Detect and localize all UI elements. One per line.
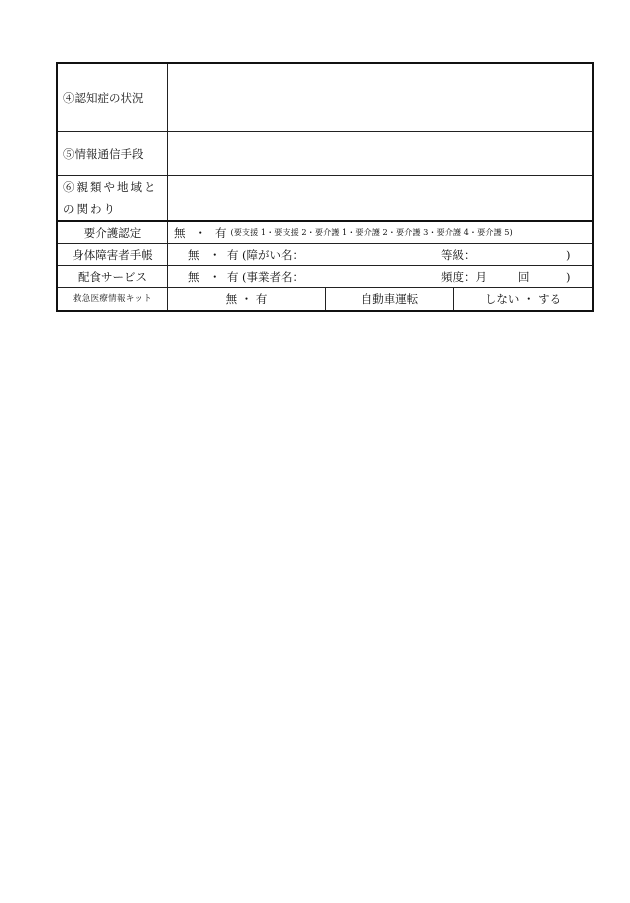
disability-none[interactable]: 無 [188,247,200,262]
care-info-form [56,62,594,312]
disability-row [58,244,592,266]
relations-field[interactable] [168,176,592,220]
meal-row [58,266,592,288]
disability-grade-label: 等級： [441,247,476,262]
meal-label: 配食サービス [58,266,168,287]
kit-value[interactable]: 無 ・ 有 [168,288,326,310]
meal-options[interactable] [168,266,592,287]
disability-options[interactable] [168,244,592,265]
meal-yes[interactable]: 有 [227,269,239,284]
dementia-row [58,64,592,132]
disability-sep: ・ [209,247,221,262]
meal-none[interactable]: 無 [188,269,200,284]
care-cert-options[interactable] [168,222,592,243]
dementia-field[interactable] [168,64,592,131]
kit-label: 救急医療情報キット [58,288,168,310]
dementia-label: ④認知症の状況 [58,64,168,131]
disability-close: ) [566,247,571,262]
meal-provider-label: (事業者名： [242,269,304,284]
care-cert-sep: ・ [194,225,206,240]
relations-label-line1: ⑥親類や地域と [63,180,158,194]
disability-label: 身体障害者手帳 [58,244,168,265]
meal-times: 回 [518,269,530,284]
meal-sep: ・ [209,269,221,284]
communication-row [58,132,592,176]
care-cert-yes[interactable]: 有 [215,225,227,240]
care-cert-row [58,222,592,244]
care-cert-levels[interactable]: (要支援 1・要支援 2・要介護 1・要介護 2・要介護 3・要介護 4・要介護 5) [230,227,513,237]
relations-label-line2: の関わり [63,202,117,216]
care-cert-label: 要介護認定 [58,222,168,243]
meal-freq-label: 頻度：月 [441,269,487,284]
kit-row [58,288,592,310]
communication-field[interactable] [168,132,592,175]
relations-label [58,176,168,220]
driving-label: 自動車運転 [326,288,454,310]
communication-label: ⑤情報通信手段 [58,132,168,175]
meal-close: ) [566,269,571,284]
disability-name-label: (障がい名： [242,247,304,262]
disability-yes[interactable]: 有 [227,247,239,262]
care-cert-none[interactable]: 無 [174,225,186,240]
relations-row [58,176,592,222]
driving-value[interactable]: しない ・ する [484,292,562,306]
